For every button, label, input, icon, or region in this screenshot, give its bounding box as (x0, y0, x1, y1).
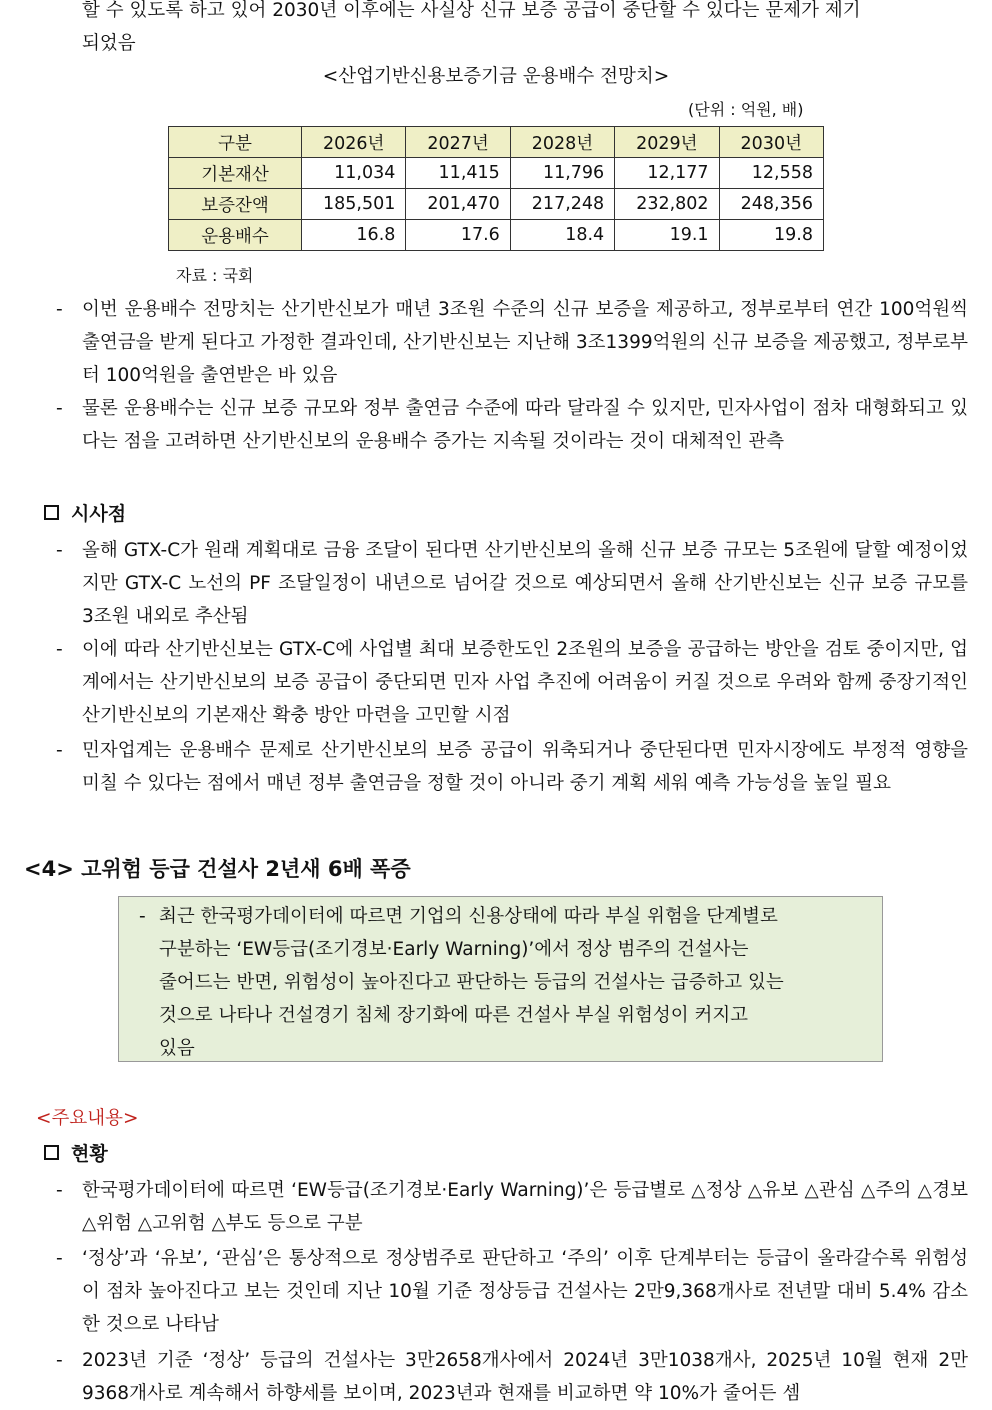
intro-line-1: 할 수 있도록 하고 있어 2030년 이후에는 사실상 신규 보증 공급이 중단할 수 있다는 문제가 제기 (82, 0, 861, 21)
bullet-text: 한국평가데이터에 따르면 ‘EW등급(조기경보·Early Warning)’은 등급별로 △정상 △유보 △관심 △주의 △경보 △위험 △고위험 △부도 등으로 구분 (82, 1180, 968, 1234)
bullet-text: 이번 운용배수 전망치는 산기반신보가 매년 3조원 수준의 신규 보증을 제공하고, 정부로부터 연간 100억원씩 출연금을 받게 된다고 가정한 결과인데, 산기반신보는 지난해 3조1399억원의 신규 보증을 제공했고, 정부로부터 100억원을 출연받은 바 있음 (82, 299, 968, 386)
header-cell: 2029년 (615, 127, 719, 158)
table-cell: 11,034 (302, 158, 406, 189)
list-item (56, 1242, 968, 1341)
bullet-text: 물론 운용배수는 신규 보증 규모와 정부 출연금 수준에 따라 달라질 수 있지만, 민자사업이 점차 대형화되고 있다는 점을 고려하면 산기반신보의 운용배수 증가는 지속될 것이라는 것이 대체적인 관측 (82, 398, 968, 452)
bullet-text: 2023년 기준 ‘정상’ 등급의 건설사는 3만2658개사에서 2024년 3만1038개사, 2025년 10월 현재 2만9368개사로 계속해서 하향세를 보이며, 2023년과 현재를 비교하면 약 10%가 줄어든 셈 (82, 1350, 968, 1404)
table-row (169, 189, 824, 220)
intro-line-2: 되었음 (82, 33, 136, 54)
dash-marker: - (56, 1248, 63, 1269)
summary-box (118, 896, 883, 1062)
table-cell: 16.8 (302, 220, 406, 251)
summary-content (139, 900, 869, 1065)
table-cell: 17.6 (406, 220, 510, 251)
dash-marker: - (56, 740, 63, 761)
summary-text (159, 900, 784, 1065)
table-cell: 19.1 (615, 220, 719, 251)
list-item (56, 392, 968, 458)
table-caption: <산업기반신용보증기금 운용배수 전망치> (322, 66, 670, 87)
header-cell: 2028년 (510, 127, 614, 158)
header-cell: 2027년 (406, 127, 510, 158)
list-item (56, 293, 968, 392)
table-cell: 19.8 (719, 220, 823, 251)
list-item (56, 1344, 968, 1410)
implications-heading (44, 499, 126, 526)
list-item (56, 734, 968, 800)
table-cell: 12,177 (615, 158, 719, 189)
header-cell: 구분 (169, 127, 302, 158)
dash-marker: - (139, 906, 146, 927)
table-cell: 217,248 (510, 189, 614, 220)
table-row (169, 220, 824, 251)
heading-text: 시사점 (71, 503, 127, 525)
summary-line: 있음 (159, 1038, 195, 1059)
table-unit: (단위 : 억원, 배) (688, 100, 804, 119)
square-bullet-icon (44, 1145, 59, 1160)
guarantee-multiplier-table (168, 126, 824, 251)
bullet-text: 올해 GTX-C가 원래 계획대로 금융 조달이 된다면 산기반신보의 올해 신규 보증 규모는 5조원에 달할 예정이었지만 GTX-C 노선의 PF 조달일정이 내년으로 넘어갈 것으로 예상되면서 올해 산기반신보는 신규 보증 규모를 3조원 내외로 추산됨 (82, 540, 968, 627)
table-cell: 11,415 (406, 158, 510, 189)
table-cell: 248,356 (719, 189, 823, 220)
dash-marker: - (56, 540, 63, 561)
dash-marker: - (56, 1180, 63, 1201)
table-cell: 12,558 (719, 158, 823, 189)
table-cell: 11,796 (510, 158, 614, 189)
square-bullet-icon (44, 505, 59, 520)
row-label: 운용배수 (169, 220, 302, 251)
summary-line: 것으로 나타나 건설경기 침체 장기화에 따른 건설사 부실 위험성이 커지고 (159, 1005, 749, 1026)
summary-line: 최근 한국평가데이터에 따르면 기업의 신용상태에 따라 부실 위험을 단계별로 (159, 906, 778, 927)
dash-marker: - (56, 639, 63, 660)
heading-text: 현황 (71, 1143, 108, 1165)
table-row (169, 158, 824, 189)
summary-line: 구분하는 ‘EW등급(조기경보·Early Warning)’에서 정상 범주의 건설사는 (159, 939, 749, 960)
summary-line: 줄어드는 반면, 위험성이 높아진다고 판단하는 등급의 건설사는 급증하고 있는 (159, 972, 784, 993)
dash-marker: - (56, 299, 63, 320)
list-item (56, 633, 968, 732)
header-cell: 2030년 (719, 127, 823, 158)
status-heading (44, 1139, 108, 1166)
bullet-text: ‘정상’과 ‘유보’, ‘관심’은 통상적으로 정상범주로 판단하고 ‘주의’ 이후 단계부터는 등급이 올라갈수록 위험성이 점차 높아진다고 보는 것인데 지난 10월 기준 정상등급 건설사는 2만9,368개사로 전년말 대비 5.4% 감소한 것으로 나타남 (82, 1248, 968, 1335)
section-title: <4> 고위험 등급 건설사 2년새 6배 폭증 (24, 857, 411, 881)
list-item (56, 534, 968, 633)
row-label: 기본재산 (169, 158, 302, 189)
dash-marker: - (56, 1350, 63, 1371)
header-cell: 2026년 (302, 127, 406, 158)
table-cell: 201,470 (406, 189, 510, 220)
dash-marker: - (56, 398, 63, 419)
table-header-row (169, 127, 824, 158)
bullet-text: 이에 따라 산기반신보는 GTX-C에 사업별 최대 보증한도인 2조원의 보증을 공급하는 방안을 검토 중이지만, 업계에서는 산기반신보의 보증 공급이 중단되면 민자 사업 추진에 어려움이 커질 것으로 우려와 함께 중장기적인 산기반신보의 기본재산 확충 방안 마련을 고민할 시점 (82, 639, 968, 726)
row-label: 보증잔액 (169, 189, 302, 220)
bullet-text: 민자업계는 운용배수 문제로 산기반신보의 보증 공급이 위축되거나 중단된다면 민자시장에도 부정적 영향을 미칠 수 있다는 점에서 매년 정부 출연금을 정할 것이 아니라 중기 계획 세워 예측 가능성을 높일 필요 (82, 740, 968, 794)
table-cell: 18.4 (510, 220, 614, 251)
table-cell: 185,501 (302, 189, 406, 220)
table-cell: 232,802 (615, 189, 719, 220)
main-content-label: <주요내용> (36, 1108, 139, 1129)
table-source: 자료 : 국회 (176, 266, 254, 285)
list-item (56, 1174, 968, 1240)
